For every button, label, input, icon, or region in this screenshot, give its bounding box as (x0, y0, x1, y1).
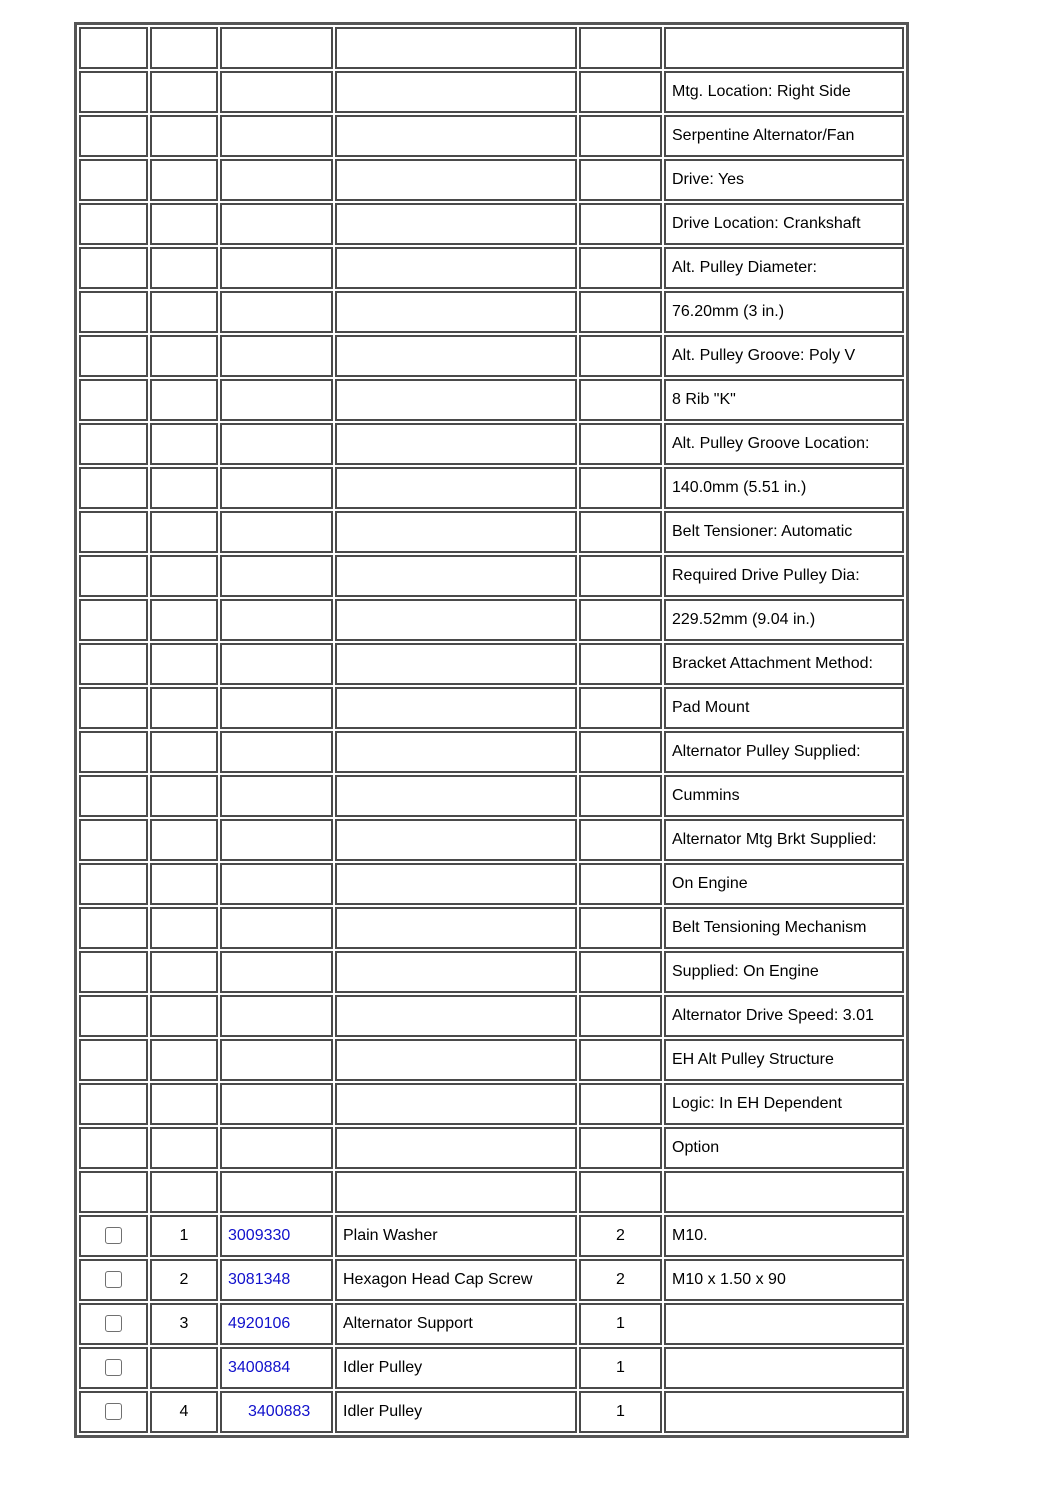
empty-cell (79, 71, 148, 113)
select-checkbox[interactable] (105, 1315, 122, 1332)
empty-cell (79, 819, 148, 861)
notes-cell: Logic: In EH Dependent (664, 1083, 904, 1125)
empty-cell (220, 555, 333, 597)
empty-cell (335, 555, 577, 597)
notes-cell: Cummins (664, 775, 904, 817)
select-checkbox[interactable] (105, 1359, 122, 1376)
empty-cell (579, 775, 662, 817)
empty-cell (79, 995, 148, 1037)
table-row (79, 819, 904, 861)
empty-cell (220, 687, 333, 729)
empty-cell (79, 379, 148, 421)
empty-cell (220, 1083, 333, 1125)
table-row (79, 511, 904, 553)
empty-cell (579, 511, 662, 553)
table-row (79, 291, 904, 333)
part-number-link[interactable]: 3400883 (248, 1403, 311, 1420)
table-row (79, 995, 904, 1037)
empty-cell (579, 1083, 662, 1125)
empty-cell (579, 247, 662, 289)
empty-cell (150, 1171, 218, 1213)
empty-cell (150, 115, 218, 157)
table-row (79, 1083, 904, 1125)
notes-cell: Alternator Pulley Supplied: (664, 731, 904, 773)
item-number: 4 (150, 1391, 218, 1433)
notes-cell (664, 1303, 904, 1345)
empty-cell (150, 951, 218, 993)
notes-cell (664, 1171, 904, 1213)
empty-cell (335, 819, 577, 861)
empty-cell (220, 159, 333, 201)
empty-cell (335, 291, 577, 333)
empty-cell (579, 335, 662, 377)
empty-cell (335, 951, 577, 993)
notes-cell: Serpentine Alternator/Fan (664, 115, 904, 157)
quantity: 1 (579, 1391, 662, 1433)
table-row (79, 467, 904, 509)
empty-cell (220, 819, 333, 861)
empty-cell (150, 247, 218, 289)
empty-cell (335, 995, 577, 1037)
empty-cell (150, 71, 218, 113)
empty-cell (79, 511, 148, 553)
empty-cell (150, 863, 218, 905)
quantity: 2 (579, 1259, 662, 1301)
empty-cell (79, 1127, 148, 1169)
empty-cell (579, 71, 662, 113)
empty-cell (150, 1083, 218, 1125)
notes-cell: M10 x 1.50 x 90 (664, 1259, 904, 1301)
table-row (79, 203, 904, 245)
empty-cell (79, 423, 148, 465)
empty-cell (579, 291, 662, 333)
table-row (79, 335, 904, 377)
table-row (79, 1391, 904, 1433)
empty-cell (220, 27, 333, 69)
empty-cell (335, 775, 577, 817)
empty-cell (220, 247, 333, 289)
empty-cell (150, 467, 218, 509)
notes-cell: Drive: Yes (664, 159, 904, 201)
notes-cell: Alt. Pulley Diameter: (664, 247, 904, 289)
empty-cell (335, 1039, 577, 1081)
empty-cell (220, 907, 333, 949)
empty-cell (79, 1039, 148, 1081)
empty-cell (335, 863, 577, 905)
empty-cell (220, 467, 333, 509)
notes-cell (664, 1391, 904, 1433)
select-cell (79, 1303, 148, 1345)
notes-cell: Alt. Pulley Groove: Poly V (664, 335, 904, 377)
part-number-link[interactable]: 3400884 (228, 1359, 291, 1376)
table-row (79, 1127, 904, 1169)
empty-cell (220, 863, 333, 905)
empty-cell (150, 775, 218, 817)
notes-cell: Pad Mount (664, 687, 904, 729)
empty-cell (579, 907, 662, 949)
notes-cell: Drive Location: Crankshaft (664, 203, 904, 245)
empty-cell (220, 335, 333, 377)
notes-cell: 229.52mm (9.04 in.) (664, 599, 904, 641)
table-row (79, 599, 904, 641)
empty-cell (79, 863, 148, 905)
select-cell (79, 1391, 148, 1433)
empty-cell (335, 27, 577, 69)
table-row (79, 555, 904, 597)
part-number-cell (220, 1391, 333, 1433)
empty-cell (220, 643, 333, 685)
select-cell (79, 1347, 148, 1389)
empty-cell (579, 951, 662, 993)
empty-cell (335, 511, 577, 553)
empty-cell (335, 159, 577, 201)
empty-cell (79, 775, 148, 817)
empty-cell (335, 467, 577, 509)
empty-cell (150, 995, 218, 1037)
empty-cell (579, 467, 662, 509)
item-number: 3 (150, 1303, 218, 1345)
empty-cell (79, 555, 148, 597)
empty-cell (150, 379, 218, 421)
empty-cell (335, 1083, 577, 1125)
empty-cell (335, 687, 577, 729)
empty-cell (579, 731, 662, 773)
empty-cell (220, 203, 333, 245)
empty-cell (79, 203, 148, 245)
table-row (79, 1039, 904, 1081)
notes-cell: Bracket Attachment Method: (664, 643, 904, 685)
empty-cell (220, 423, 333, 465)
empty-cell (579, 379, 662, 421)
notes-cell: M10. (664, 1215, 904, 1257)
empty-cell (579, 423, 662, 465)
empty-cell (220, 291, 333, 333)
empty-cell (79, 291, 148, 333)
table-row (79, 27, 904, 69)
table-row (79, 1215, 904, 1257)
notes-cell: 76.20mm (3 in.) (664, 291, 904, 333)
empty-cell (150, 203, 218, 245)
empty-cell (335, 115, 577, 157)
empty-cell (220, 995, 333, 1037)
empty-cell (79, 467, 148, 509)
empty-cell (335, 335, 577, 377)
parts-table (74, 22, 909, 1438)
empty-cell (220, 71, 333, 113)
notes-cell: Belt Tensioner: Automatic (664, 511, 904, 553)
empty-cell (579, 1171, 662, 1213)
table-row (79, 643, 904, 685)
part-number-link[interactable]: 3081348 (228, 1271, 291, 1288)
quantity: 2 (579, 1215, 662, 1257)
empty-cell (220, 1127, 333, 1169)
empty-cell (335, 203, 577, 245)
table-row (79, 907, 904, 949)
select-checkbox[interactable] (105, 1403, 122, 1420)
notes-cell: Alt. Pulley Groove Location: (664, 423, 904, 465)
empty-cell (220, 115, 333, 157)
empty-cell (579, 159, 662, 201)
empty-cell (79, 907, 148, 949)
empty-cell (579, 599, 662, 641)
empty-cell (79, 1171, 148, 1213)
empty-cell (335, 247, 577, 289)
part-number-cell (220, 1259, 333, 1301)
part-number-cell (220, 1347, 333, 1389)
empty-cell (150, 819, 218, 861)
empty-cell (79, 115, 148, 157)
empty-cell (79, 247, 148, 289)
empty-cell (150, 1127, 218, 1169)
item-number: 2 (150, 1259, 218, 1301)
part-number-cell (220, 1303, 333, 1345)
part-description: Alternator Support (335, 1303, 577, 1345)
notes-cell: On Engine (664, 863, 904, 905)
part-description: Idler Pulley (335, 1347, 577, 1389)
empty-cell (150, 335, 218, 377)
empty-cell (579, 863, 662, 905)
empty-cell (579, 27, 662, 69)
notes-cell: 140.0mm (5.51 in.) (664, 467, 904, 509)
empty-cell (579, 203, 662, 245)
part-number-link[interactable]: 4920106 (228, 1315, 291, 1332)
empty-cell (150, 907, 218, 949)
empty-cell (220, 731, 333, 773)
empty-cell (79, 687, 148, 729)
empty-cell (79, 1083, 148, 1125)
empty-cell (79, 731, 148, 773)
part-description: Plain Washer (335, 1215, 577, 1257)
notes-cell (664, 27, 904, 69)
notes-cell: 8 Rib "K" (664, 379, 904, 421)
empty-cell (220, 379, 333, 421)
notes-cell: Alternator Mtg Brkt Supplied: (664, 819, 904, 861)
empty-cell (335, 599, 577, 641)
table-row (79, 863, 904, 905)
part-number-link[interactable]: 3009330 (228, 1227, 291, 1244)
item-number: 1 (150, 1215, 218, 1257)
notes-cell: Supplied: On Engine (664, 951, 904, 993)
empty-cell (335, 71, 577, 113)
empty-cell (579, 643, 662, 685)
table-row (79, 731, 904, 773)
empty-cell (579, 1039, 662, 1081)
empty-cell (150, 511, 218, 553)
empty-cell (220, 1039, 333, 1081)
empty-cell (335, 731, 577, 773)
empty-cell (220, 511, 333, 553)
empty-cell (220, 775, 333, 817)
notes-cell: Required Drive Pulley Dia: (664, 555, 904, 597)
select-cell (79, 1259, 148, 1301)
notes-cell: Belt Tensioning Mechanism (664, 907, 904, 949)
empty-cell (579, 995, 662, 1037)
select-checkbox[interactable] (105, 1271, 122, 1288)
empty-cell (579, 1127, 662, 1169)
table-row (79, 379, 904, 421)
part-number-cell (220, 1215, 333, 1257)
part-description: Hexagon Head Cap Screw (335, 1259, 577, 1301)
quantity: 1 (579, 1347, 662, 1389)
quantity: 1 (579, 1303, 662, 1345)
table-row (79, 159, 904, 201)
notes-cell: Option (664, 1127, 904, 1169)
empty-cell (335, 643, 577, 685)
notes-cell: EH Alt Pulley Structure (664, 1039, 904, 1081)
empty-cell (150, 27, 218, 69)
notes-cell: Alternator Drive Speed: 3.01 (664, 995, 904, 1037)
empty-cell (150, 159, 218, 201)
empty-cell (150, 687, 218, 729)
empty-cell (579, 555, 662, 597)
empty-cell (79, 951, 148, 993)
table-row (79, 687, 904, 729)
empty-cell (150, 599, 218, 641)
notes-cell: Mtg. Location: Right Side (664, 71, 904, 113)
empty-cell (579, 687, 662, 729)
empty-cell (79, 159, 148, 201)
empty-cell (335, 1127, 577, 1169)
table-row (79, 115, 904, 157)
empty-cell (335, 379, 577, 421)
empty-cell (220, 951, 333, 993)
empty-cell (150, 555, 218, 597)
empty-cell (335, 423, 577, 465)
part-description: Idler Pulley (335, 1391, 577, 1433)
empty-cell (79, 27, 148, 69)
parts-table-body (79, 27, 904, 1433)
table-row (79, 1259, 904, 1301)
table-row (79, 71, 904, 113)
table-row (79, 247, 904, 289)
table-row (79, 775, 904, 817)
table-row (79, 1303, 904, 1345)
empty-cell (150, 731, 218, 773)
table-row (79, 1347, 904, 1389)
notes-cell (664, 1347, 904, 1389)
select-checkbox[interactable] (105, 1227, 122, 1244)
empty-cell (150, 423, 218, 465)
table-row (79, 423, 904, 465)
empty-cell (335, 907, 577, 949)
table-row (79, 951, 904, 993)
empty-cell (220, 599, 333, 641)
empty-cell (579, 819, 662, 861)
empty-cell (150, 1039, 218, 1081)
empty-cell (579, 115, 662, 157)
empty-cell (150, 643, 218, 685)
item-number (150, 1347, 218, 1389)
empty-cell (220, 1171, 333, 1213)
empty-cell (335, 1171, 577, 1213)
select-cell (79, 1215, 148, 1257)
empty-cell (79, 599, 148, 641)
table-row (79, 1171, 904, 1213)
empty-cell (150, 291, 218, 333)
empty-cell (79, 335, 148, 377)
empty-cell (79, 643, 148, 685)
